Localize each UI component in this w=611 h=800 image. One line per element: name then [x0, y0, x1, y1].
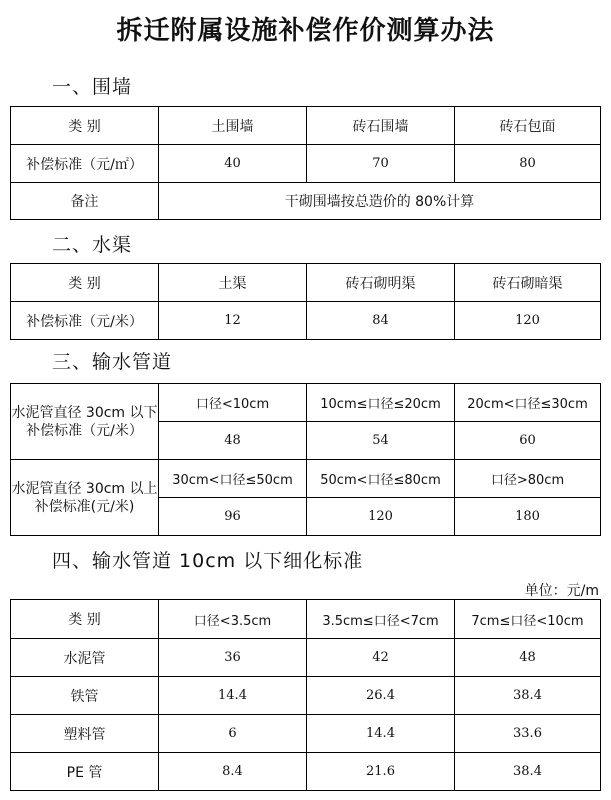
value-cell: 26.4	[307, 677, 455, 715]
value-cell: 70	[307, 145, 455, 183]
value-cell: 60	[455, 422, 601, 460]
row-label: 水泥管	[11, 639, 159, 677]
value-cell: 36	[159, 639, 307, 677]
table-header-row	[11, 600, 601, 639]
row-label: PE 管	[11, 753, 159, 791]
table-row	[11, 183, 601, 220]
value-cell: 21.6	[307, 753, 455, 791]
value-cell: 42	[307, 639, 455, 677]
row-label: 水泥管直径 30cm 以上补偿标准(元/米)	[11, 460, 159, 536]
table-row	[11, 753, 601, 791]
note-cell: 干砌围墙按总造价的 80%计算	[159, 183, 601, 220]
header-cell: 类 别	[11, 264, 159, 302]
section-heading-pipe-detail: 四、输水管道 10cm 以下细化标准	[52, 550, 364, 572]
unit-label: 单位：元/m	[524, 583, 599, 599]
header-cell: 口径<3.5cm	[159, 600, 307, 639]
header-cell: 砖石砌暗渠	[455, 264, 601, 302]
size-cell: 口径>80cm	[455, 460, 601, 498]
header-cell: 砖石砌明渠	[307, 264, 455, 302]
table-row	[11, 145, 601, 183]
header-cell: 3.5cm≤口径<7cm	[307, 600, 455, 639]
value-cell: 120	[307, 498, 455, 536]
page-title: 拆迁附属设施补偿作价测算办法	[116, 16, 495, 46]
header-cell: 砖石包面	[455, 107, 601, 145]
size-cell: 10cm≤口径≤20cm	[307, 384, 455, 422]
table-row	[11, 639, 601, 677]
table-header-row	[11, 107, 601, 145]
value-cell: 14.4	[159, 677, 307, 715]
row-label: 备注	[11, 183, 159, 220]
value-cell: 54	[307, 422, 455, 460]
value-cell: 8.4	[159, 753, 307, 791]
pipe-detail-table	[10, 599, 601, 791]
header-cell: 7cm≤口径<10cm	[455, 600, 601, 639]
value-cell: 120	[455, 302, 601, 340]
section-heading-pipe: 三、输水管道	[52, 351, 173, 373]
table-header-row	[11, 264, 601, 302]
header-cell: 类 别	[11, 107, 159, 145]
table-row	[11, 302, 601, 340]
value-cell: 180	[455, 498, 601, 536]
value-cell: 84	[307, 302, 455, 340]
row-label: 塑料管	[11, 715, 159, 753]
wall-table	[10, 106, 601, 220]
table-row	[11, 715, 601, 753]
row-label: 补偿标准（元/㎡）	[11, 145, 159, 183]
value-cell: 40	[159, 145, 307, 183]
size-cell: 口径<10cm	[159, 384, 307, 422]
size-cell: 30cm<口径≤50cm	[159, 460, 307, 498]
section-heading-wall: 一、围墙	[52, 76, 133, 98]
header-cell: 砖石围墙	[307, 107, 455, 145]
canal-table	[10, 263, 601, 340]
value-cell: 48	[455, 639, 601, 677]
value-cell: 38.4	[455, 677, 601, 715]
row-label: 补偿标准（元/米）	[11, 302, 159, 340]
value-cell: 80	[455, 145, 601, 183]
table-row	[11, 677, 601, 715]
value-cell: 6	[159, 715, 307, 753]
table-row	[11, 460, 601, 498]
value-cell: 38.4	[455, 753, 601, 791]
table-row	[11, 384, 601, 422]
header-cell: 土围墙	[159, 107, 307, 145]
header-cell: 土渠	[159, 264, 307, 302]
value-cell: 12	[159, 302, 307, 340]
value-cell: 14.4	[307, 715, 455, 753]
header-cell: 类 别	[11, 600, 159, 639]
value-cell: 33.6	[455, 715, 601, 753]
size-cell: 50cm<口径≤80cm	[307, 460, 455, 498]
section-heading-canal: 二、水渠	[52, 234, 133, 256]
value-cell: 96	[159, 498, 307, 536]
size-cell: 20cm<口径≤30cm	[455, 384, 601, 422]
value-cell: 48	[159, 422, 307, 460]
row-label: 铁管	[11, 677, 159, 715]
pipe-table	[10, 383, 601, 536]
row-label: 水泥管直径 30cm 以下补偿标准（元/米）	[11, 384, 159, 460]
